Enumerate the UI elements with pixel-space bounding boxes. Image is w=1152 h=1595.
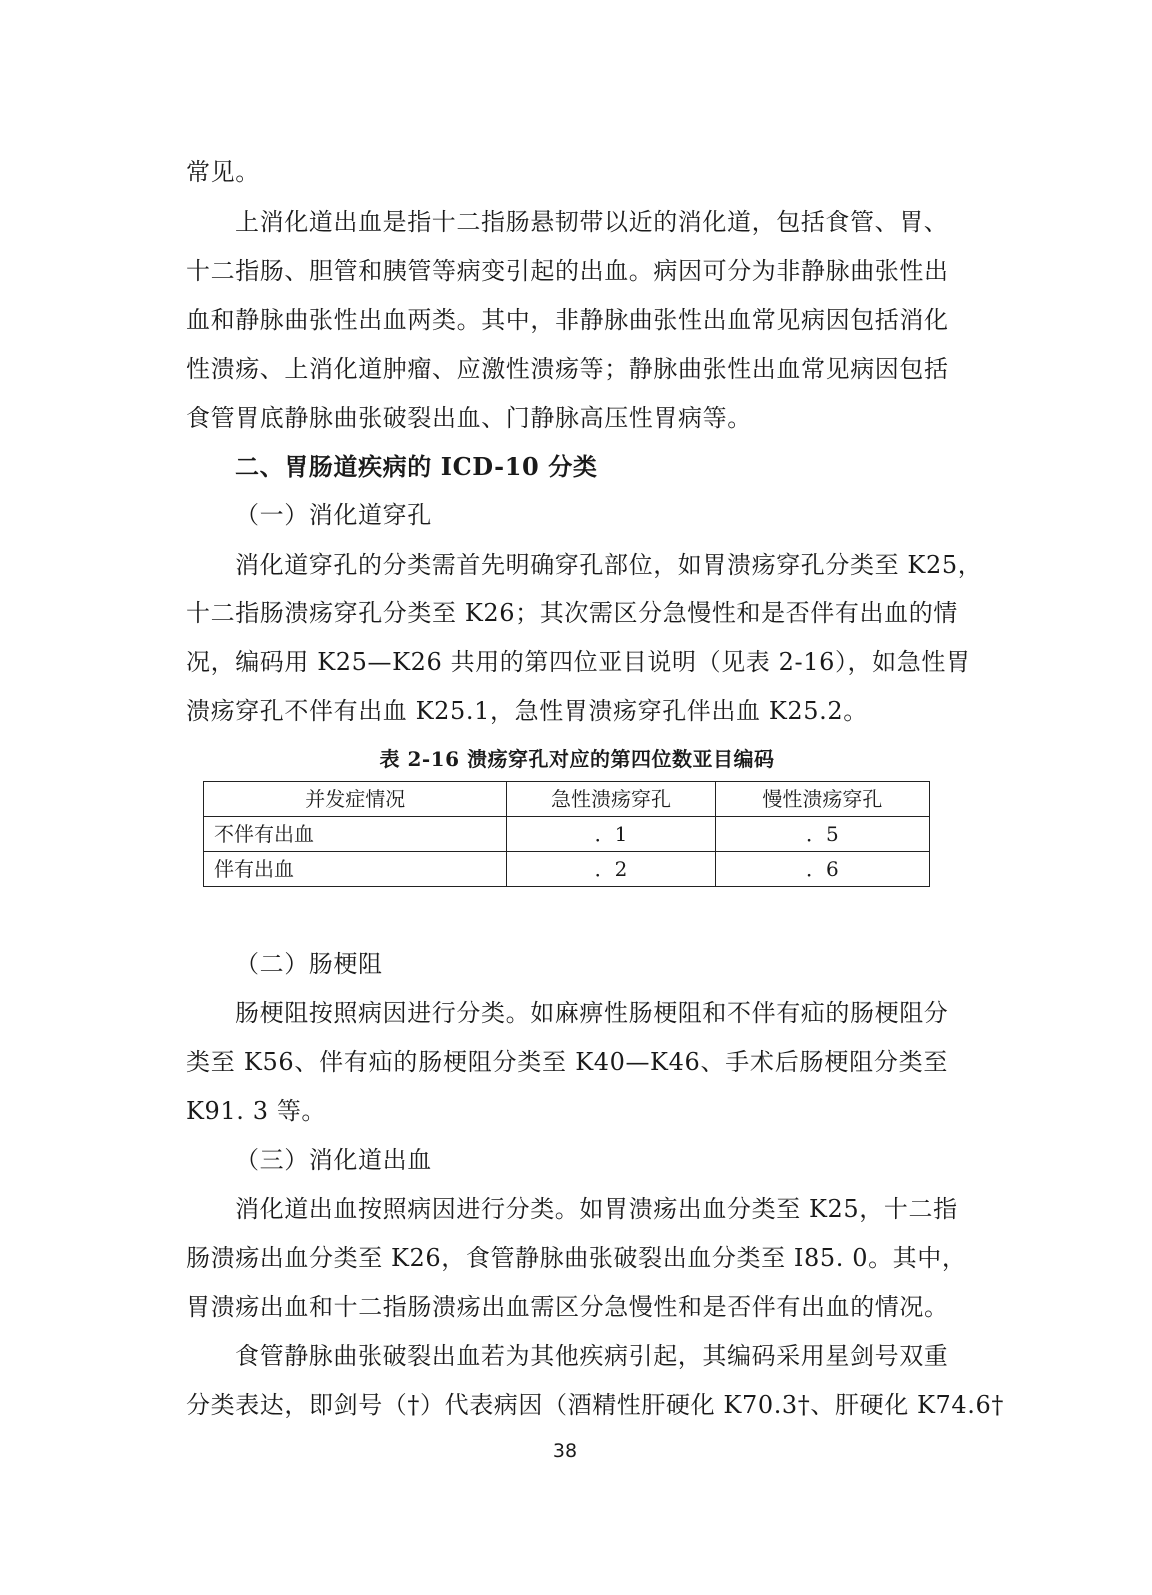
text-line: 十二指肠、胆管和胰管等病变引起的出血。病因可分为非静脉曲张性出: [186, 257, 949, 285]
text-line: 溃疡穿孔不伴有出血 K25.1，急性胃溃疡穿孔伴出血 K25.2。: [186, 697, 868, 725]
table-cell: 伴有出血: [204, 852, 507, 887]
table-cell: ．2: [507, 852, 715, 887]
text-line: 食管静脉曲张破裂出血若为其他疾病引起，其编码采用星剑号双重: [235, 1342, 949, 1370]
table-cell: ．1: [507, 817, 715, 852]
subheading: （三）消化道出血: [235, 1146, 432, 1174]
text-line: 上消化道出血是指十二指肠悬韧带以近的消化道，包括食管、胃、: [235, 208, 949, 236]
text-line: 消化道出血按照病因进行分类。如胃溃疡出血分类至 K25，十二指: [235, 1195, 958, 1223]
text-line: 肠溃疡出血分类至 K26，食管静脉曲张破裂出血分类至 I85. 0。其中，: [186, 1244, 967, 1272]
text-line: 性溃疡、上消化道肿瘤、应激性溃疡等；静脉曲张性出血常见病因包括: [186, 355, 949, 383]
subheading: （一）消化道穿孔: [235, 501, 432, 529]
page-number: 38: [552, 1440, 578, 1462]
table-caption: 表 2-16 溃疡穿孔对应的第四位数亚目编码: [379, 747, 775, 771]
text-line: 况，编码用 K25—K26 共用的第四位亚目说明（见表 2-16），如急性胃: [186, 648, 971, 676]
text-line: 消化道穿孔的分类需首先明确穿孔部位，如胃溃疡穿孔分类至 K25，: [235, 551, 983, 579]
section-heading: 二、胃肠道疾病的 ICD-10 分类: [235, 452, 598, 481]
text-line: 血和静脉曲张性出血两类。其中，非静脉曲张性出血常见病因包括消化: [186, 306, 949, 334]
text-line: 食管胃底静脉曲张破裂出血、门静脉高压性胃病等。: [186, 404, 752, 432]
table-cell: ．6: [715, 852, 929, 887]
text-line: 肠梗阻按照病因进行分类。如麻痹性肠梗阻和不伴有疝的肠梗阻分: [235, 999, 949, 1027]
table-header-cell: 并发症情况: [204, 782, 507, 817]
table-cell: 不伴有出血: [204, 817, 507, 852]
text-line: 分类表达，即剑号（†）代表病因（酒精性肝硬化 K70.3†、肝硬化 K74.6†: [186, 1391, 1004, 1419]
table-header-cell: 慢性溃疡穿孔: [715, 782, 929, 817]
text-line: 常见。: [186, 158, 260, 186]
text-line: 类至 K56、伴有疝的肠梗阻分类至 K40—K46、手术后肠梗阻分类至: [186, 1048, 948, 1076]
text-line: 胃溃疡出血和十二指肠溃疡出血需区分急慢性和是否伴有出血的情况。: [186, 1293, 949, 1321]
text-line: K91. 3 等。: [186, 1097, 327, 1125]
subcategory-table: [203, 781, 930, 887]
table-cell: ．5: [715, 817, 929, 852]
text-line: 十二指肠溃疡穿孔分类至 K26；其次需区分急慢性和是否伴有出血的情: [186, 599, 958, 627]
table-header-cell: 急性溃疡穿孔: [507, 782, 715, 817]
subheading: （二）肠梗阻: [235, 950, 383, 978]
table-row: [204, 852, 930, 887]
table-header-row: [204, 782, 930, 817]
table-row: [204, 817, 930, 852]
